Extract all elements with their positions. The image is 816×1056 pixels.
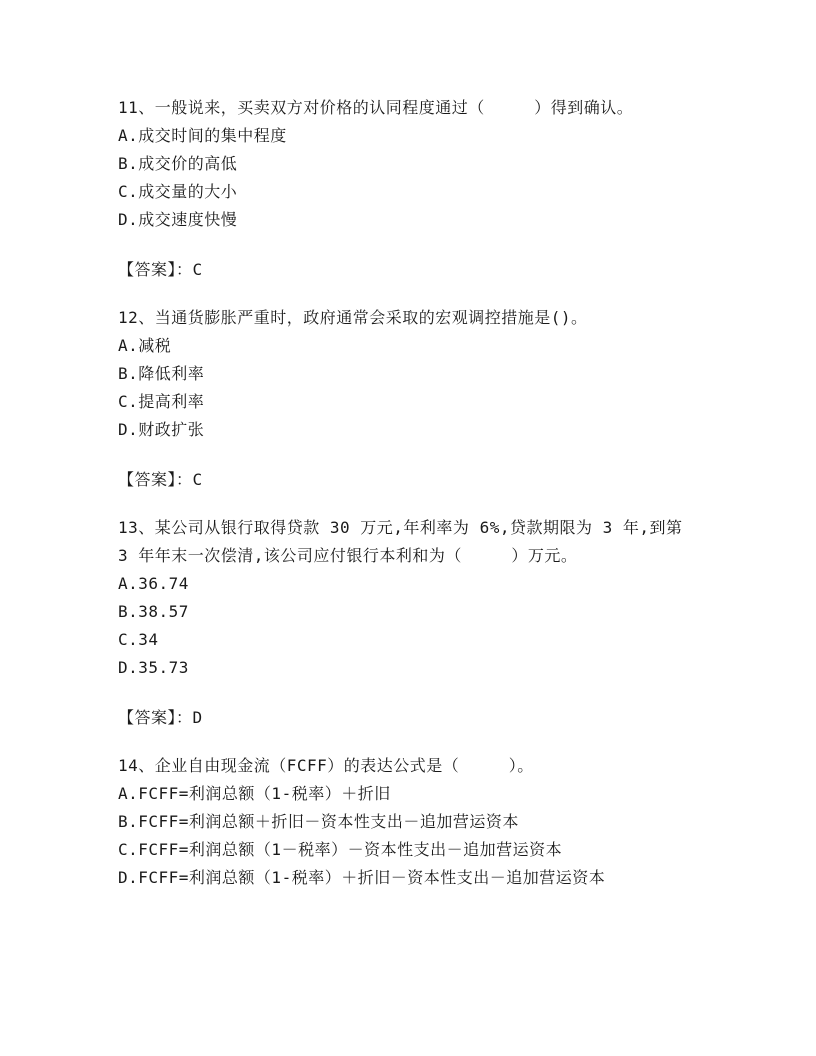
question-stem: 12、当通货膨胀严重时，政府通常会采取的宏观调控措施是()。 — [118, 308, 588, 327]
option-b: B.降低利率 — [118, 364, 205, 383]
exam-page — [118, 94, 698, 892]
question-14 — [118, 752, 698, 892]
question-stem: 14、企业自由现金流（FCFF）的表达公式是（ ）。 — [118, 756, 534, 775]
option-c: C.提高利率 — [118, 392, 205, 411]
option-list — [118, 332, 698, 444]
question-stem: 13、某公司从银行取得贷款 30 万元,年利率为 6%,贷款期限为 3 年,到第 3 年年末一次偿清,该公司应付银行本利和为（ ）万元。 — [118, 518, 683, 565]
option-a: A.减税 — [118, 336, 172, 355]
question-11 — [118, 94, 698, 284]
answer-label: 【答案】：D — [118, 708, 203, 727]
option-b: B.FCFF=利润总额＋折旧－资本性支出－追加营运资本 — [118, 812, 519, 831]
question-stem: 11、一般说来，买卖双方对价格的认同程度通过（ ）得到确认。 — [118, 98, 634, 117]
option-b: B.38.57 — [118, 602, 189, 621]
answer-label: 【答案】：C — [118, 260, 203, 279]
option-d: D.财政扩张 — [118, 420, 205, 439]
answer-label: 【答案】：C — [118, 470, 203, 489]
option-a: A.FCFF=利润总额（1-税率）＋折旧 — [118, 784, 391, 803]
option-a: A.36.74 — [118, 574, 189, 593]
option-d: D.35.73 — [118, 658, 189, 677]
option-list — [118, 122, 698, 234]
option-c: C.FCFF=利润总额（1－税率）－资本性支出－追加营运资本 — [118, 840, 563, 859]
option-list — [118, 780, 698, 892]
option-b: B.成交价的高低 — [118, 154, 238, 173]
option-d: D.成交速度快慢 — [118, 210, 238, 229]
option-c: C.34 — [118, 630, 159, 649]
question-13 — [118, 514, 698, 732]
option-list — [118, 570, 698, 682]
option-d: D.FCFF=利润总额（1-税率）＋折旧－资本性支出－追加营运资本 — [118, 868, 606, 887]
option-a: A.成交时间的集中程度 — [118, 126, 287, 145]
question-12 — [118, 304, 698, 494]
option-c: C.成交量的大小 — [118, 182, 238, 201]
